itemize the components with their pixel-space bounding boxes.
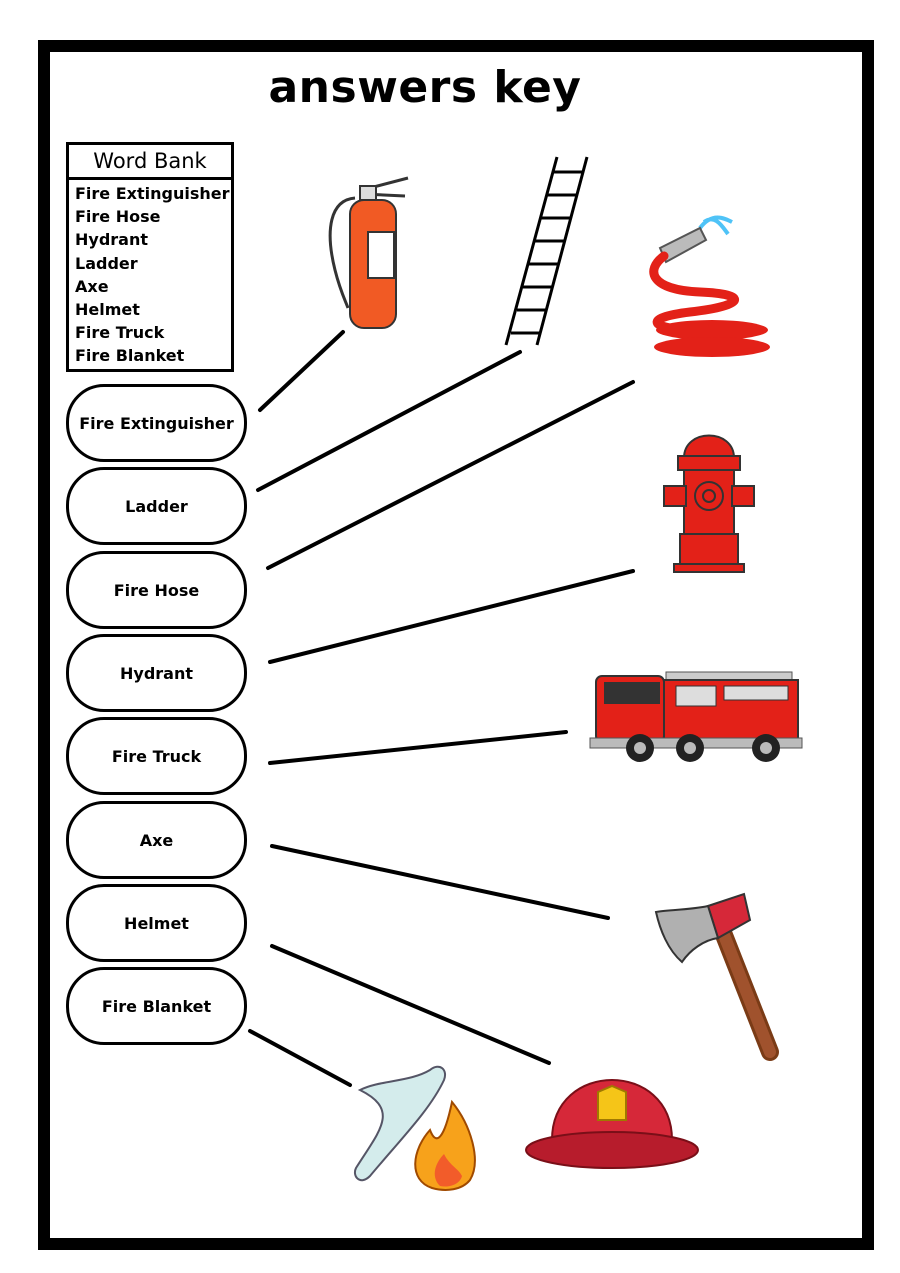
word-bank-item: Fire Extinguisher	[75, 184, 230, 203]
fire-extinguisher-icon	[330, 178, 408, 328]
match-line-fire-hose	[268, 382, 633, 568]
answer-pill-hydrant: Hydrant	[66, 634, 247, 712]
match-line-fire-truck	[270, 732, 566, 763]
answer-pill-fire-extinguisher: Fire Extinguisher	[66, 384, 247, 462]
word-bank-item: Axe	[75, 276, 109, 296]
word-bank-item: Helmet	[75, 300, 140, 320]
fire-blanket-icon	[355, 1067, 475, 1190]
word-bank-item: Ladder	[75, 253, 138, 273]
answer-pill-axe: Axe	[66, 801, 247, 879]
word-bank-item: Fire Truck	[75, 323, 165, 343]
word-bank-item: Hydrant	[75, 230, 148, 250]
match-line-hydrant	[270, 571, 633, 662]
answer-pill-ladder: Ladder	[66, 467, 247, 545]
match-line-helmet	[272, 946, 549, 1063]
fire-hose-icon	[654, 218, 770, 358]
answer-pill-fire-blanket: Fire Blanket	[66, 967, 247, 1045]
match-line-axe	[272, 846, 608, 918]
word-bank-item: Fire Blanket	[75, 346, 185, 366]
match-line-fire-extinguisher	[260, 332, 343, 410]
helmet-icon	[526, 1080, 698, 1168]
match-line-fire-blanket	[250, 1031, 350, 1085]
ladder-icon	[506, 157, 587, 345]
axe-icon	[656, 894, 770, 1052]
answer-pill-fire-truck: Fire Truck	[66, 717, 247, 795]
answer-pill-fire-hose: Fire Hose	[66, 551, 247, 629]
word-bank-heading: Word Bank	[69, 145, 231, 180]
word-bank-item: Fire Hose	[75, 207, 161, 227]
hydrant-icon	[664, 436, 754, 573]
fire-truck-icon	[590, 672, 802, 762]
page-title: answers key	[268, 62, 582, 113]
matching-lines	[250, 332, 633, 1085]
answer-pill-helmet: Helmet	[66, 884, 247, 962]
